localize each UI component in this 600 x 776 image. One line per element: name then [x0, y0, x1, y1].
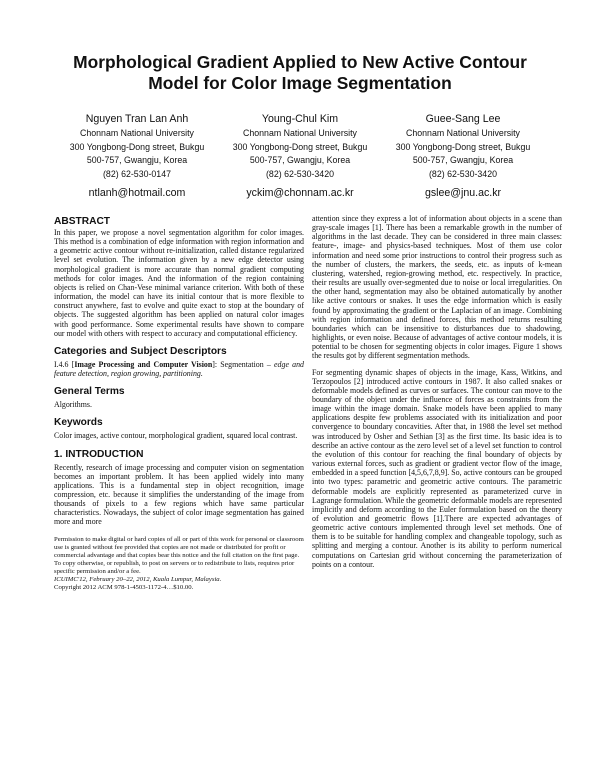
keywords-text: Color images, active contour, morphological gradient, squared local contrast. — [54, 431, 298, 441]
category-code: I.4.6 [ — [54, 359, 75, 369]
abstract-heading: ABSTRACT — [54, 216, 111, 227]
keywords-heading: Keywords — [54, 417, 103, 429]
author-1 — [42, 112, 232, 200]
active-contour-paragraph: For segmenting dynamic shapes of objects in the image, Kass, Witkins, and Terzopoulos [2] introduced active contours in 1987. It also called snakes or deformable models defined as curves or surfaces. The contour can move to the boundary of the object under the influence of forces as constraints from the image within the image domain. Snake models have been applied to many applications despite few problems associated with its initialization and poor convergence to boundary concavities. After that, in 1988 the level set method was introduced by Osher and Sethian [3] as the first time. Its basic idea is to describe an active contour as the zero level set of a level set function to control the evolution of this contour for reaching the final boundary of objects by various external forces, such as gradient or gradient vector flow of the image, embedded in a speed function [4,5,6,7,8,9]. So, active contours can be grouped into two types: parametric and geometric active contours. The parametric deformable models are explicitly represented as parameterized curve in Lagrange formulation. While the geometric deformable models are represented implicitly and deform according to the Euler formulation based on the theory of evolution and geometric flows [1].There are expected advantages of geometric active contours implemented through level set methods. One of them is to be suitable for handling complex and changeable topology, such as splitting and merging a contour. Another is its ability to perform numerical computations on Cartesian grid without concerning the parameterization of points on a contour. — [312, 367, 562, 569]
author-email[interactable]: gslee@jnu.ac.kr — [424, 187, 502, 200]
author-address: 300 Yongbong-Dong street, Bukgu — [232, 141, 368, 152]
categories-section — [54, 346, 304, 378]
title-line-2: Model for Color Image Segmentation — [148, 73, 452, 93]
conference-line: ICUIMC'12, February 20–22, 2012, Kuala Lumpur, Malaysia. — [54, 576, 222, 584]
keywords-section — [54, 417, 304, 440]
category-rest: ]: Segmentation – — [212, 359, 275, 369]
author-email[interactable]: yckim@chonnam.ac.kr — [246, 187, 354, 200]
paragraph-gap — [312, 361, 562, 368]
author-city: 500-757, Gwangju, Korea — [86, 155, 188, 166]
paper-title — [30, 52, 570, 94]
author-email[interactable]: ntlanh@hotmail.com — [88, 187, 186, 200]
general-terms-text: Algorithms. — [54, 400, 92, 410]
introduction-heading: 1. INTRODUCTION — [54, 448, 144, 460]
author-name: Nguyen Tran Lan Anh — [85, 113, 189, 125]
introduction-section — [54, 449, 304, 527]
author-city: 500-757, Gwangju, Korea — [412, 155, 514, 166]
introduction-text: Recently, research of image processing and computer vision on segmentation becomes an important problem. It has been applied widely into many applications. This is a fundamental step in object recognition, image compression, etc. because it simplifies the understanding of the image from thousands of pixels to a few regions which have same particular characteristics. Nowadays, the subject of color image segmentation has gained more and more — [54, 462, 304, 527]
categories-text — [54, 360, 304, 378]
left-column — [54, 216, 304, 592]
author-phone: (82) 62-530-3420 — [266, 168, 334, 179]
author-affiliation: Chonnam National University — [80, 128, 194, 138]
copyright-notice — [54, 536, 304, 593]
copyright-line: Copyright 2012 ACM 978-1-4503-1172-4…$10.00. — [54, 584, 194, 592]
categories-heading: Categories and Subject Descriptors — [54, 345, 227, 357]
author-address: 300 Yongbong-Dong street, Bukgu — [395, 141, 531, 152]
title-line-1: Morphological Gradient Applied to New Active Contour — [73, 52, 527, 72]
abstract-text: In this paper, we propose a novel segmentation algorithm for color images. This method is a combination of edge information with region information and a geometric active contour without re-initialization, called distance regularized level set evolution. The information given by a new edge detector using morphological gradient is more accurate than normal gradient computing methods for color images. And the information of the region containing objects is relied on Chan-Vese minimal variance criterion. With both of these information, the model can have its initial contour that is more flexible to construct anywhere, fast to evolve and quite exact to stop at the boundary of objects. The suggested algorithm has been applied on natural color images with good performance. Some experimental results have shown to compare our model with others with respect to accuracy and computational efficiency. — [54, 228, 304, 338]
author-address: 300 Yongbong-Dong street, Bukgu — [69, 141, 205, 152]
author-name: Guee-Sang Lee — [425, 113, 501, 125]
permission-text: Permission to make digital or hard copies of all or part of this work for personal or classroom use is granted without fee provided that copies are not made or distributed for profit or commercial advantage and that copies bear this notice and the full citation on the first page. To copy otherwise, or republish, to post on servers or to redistribute to lists, requires prior specific permission and/or a fee. — [54, 535, 304, 575]
general-terms-section — [54, 386, 304, 409]
abstract-section — [54, 216, 304, 338]
author-city: 500-757, Gwangju, Korea — [249, 155, 351, 166]
author-affiliation: Chonnam National University — [406, 128, 520, 138]
author-affiliation: Chonnam National University — [243, 128, 357, 138]
author-2 — [205, 112, 395, 200]
right-column — [312, 214, 562, 569]
author-name: Young-Chul Kim — [261, 113, 339, 125]
category-name: Image Processing and Computer Vision — [74, 359, 213, 369]
category-descriptors: edge and feature detection, region growing, partitioning. — [54, 359, 304, 379]
author-phone: (82) 62-530-3420 — [429, 168, 497, 179]
general-terms-heading: General Terms — [54, 386, 125, 398]
intro-continued-paragraph: attention since they express a lot of information about objects in a scene than gray-scale images [1]. There has been a remarkable growth in the number of algorithms in the last decade. They can be considered in three main classes: feature-, image- and physics-based techniques. Most of them use color information and need some prior instructions to control their progress such as the number of clusters, the markers, the seeds, etc. as inputs of k-mean clustering, watershed, region-growing method, etc. respectively. In practice, their results are usually over-segmented due to noise or local irregularities. On the other hand, segmentation may also be obtained automatically by another like active contours or snakes. It uses the edge information which is easily found by approximating the gradient or the Laplacian of an image. Combining with region information and defined forces, this method returns resulting boundaries which can be insensitive to disturbances due to shadowing, highlights, or even noise. Because of advantages of active contour models, it is potential to be chosen for segmenting objects in color images. Figure 1 shows the results got by different segmentation methods. — [312, 214, 562, 361]
author-phone: (82) 62-530-0147 — [103, 168, 171, 179]
author-3 — [368, 112, 558, 200]
